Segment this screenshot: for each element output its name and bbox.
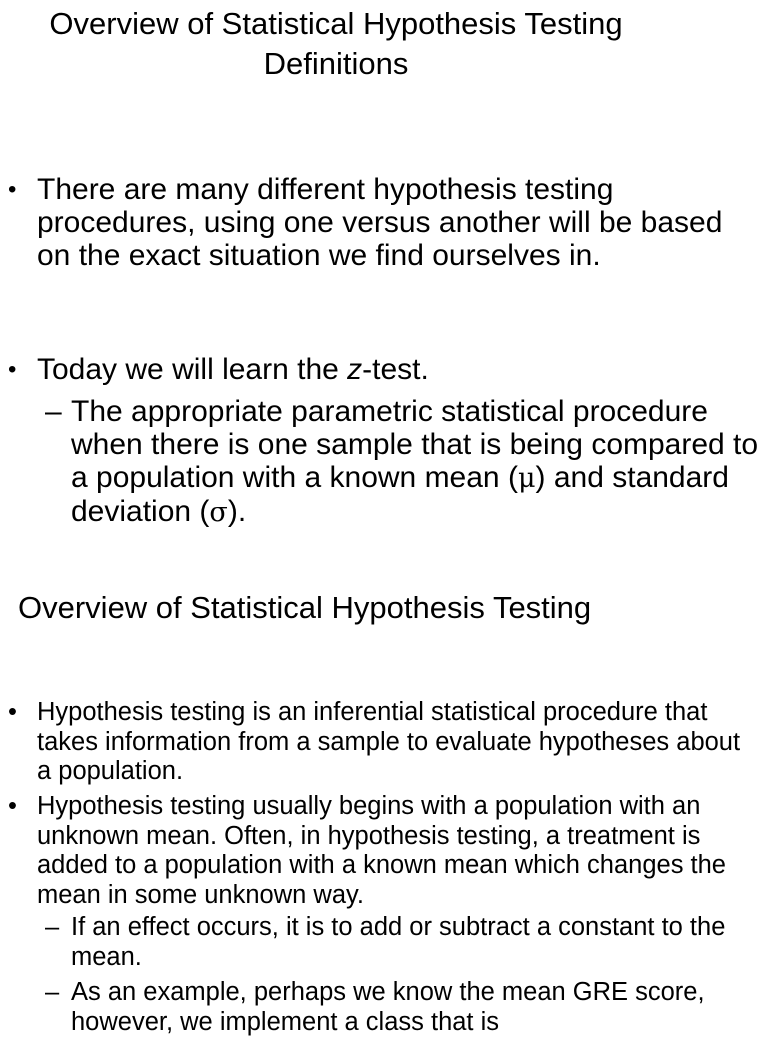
dash-marker: –: [45, 978, 60, 1006]
bullet-2-suffix: -test.: [362, 353, 429, 386]
dash-marker: –: [45, 395, 62, 428]
slide-1-title-line-2: Definitions: [263, 46, 409, 81]
dash-marker: –: [45, 913, 60, 941]
slide-2-title: Overview of Statistical Hypothesis Testing: [18, 590, 592, 625]
slide-2-sub-bullet-2-text: As an example, perhaps we know the mean GRE score, however, we implement a class that is: [71, 978, 705, 1036]
slide-2-sub-bullet-1-text: If an effect occurs, it is to add or subtract a constant to the mean.: [71, 913, 726, 971]
slide-1-bullet-2-text: [37, 353, 760, 386]
sub-1-part-a: The appropriate parametric statistical procedure when there is one sample that is being compared to a population with a known mean (: [71, 395, 759, 494]
slide-1-sub-bullet-1-text: [71, 395, 760, 529]
slide-1-title-line-1: Overview of Statistical Hypothesis Testing: [49, 6, 623, 41]
sigma-symbol: σ: [209, 497, 228, 528]
slide-1-bullet-1-text: There are many different hypothesis testing procedures, using one versus another will be based on the exact situation we find ourselves in.: [37, 173, 723, 272]
bullet-2-z: z: [347, 353, 363, 386]
bullet-marker: •: [8, 698, 17, 726]
mu-symbol: μ: [517, 463, 536, 494]
sub-1-part-c: ).: [227, 495, 247, 528]
bullet-2-prefix: Today we will learn the: [37, 353, 348, 386]
slide-2: [0, 580, 768, 1036]
slide-1-title: [0, 4, 672, 84]
slide-2-bullet-2-text: Hypothesis testing usually begins with a population with an unknown mean. Often, in hypothesis testing, a treatment is added to a population with a known mean which changes the mean in some unknown way.: [37, 792, 726, 909]
sub-1-part-b: ) and standard deviation (: [71, 461, 729, 528]
bullet-marker: •: [8, 176, 17, 203]
slide-2-bullet-1-text: Hypothesis testing is an inferential statistical procedure that takes information from a sample to evaluate hypotheses about a population.: [37, 698, 741, 785]
bullet-marker: •: [8, 356, 17, 383]
bullet-marker: •: [8, 792, 17, 820]
